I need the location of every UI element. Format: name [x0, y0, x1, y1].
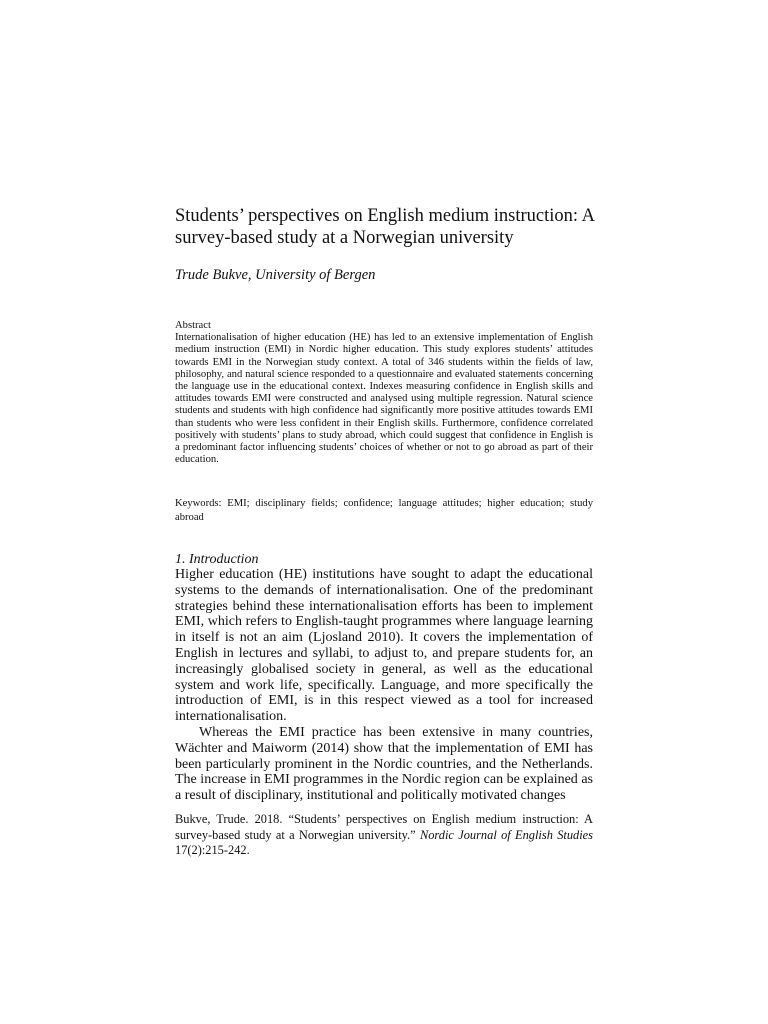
- article-title: Students’ perspectives on English medium instruction: A survey-based study at a Norwegian university: [175, 206, 594, 248]
- abstract-heading: Abstract: [175, 320, 211, 331]
- section-heading-introduction: 1. Introduction: [175, 552, 259, 567]
- author-line: Trude Bukve, University of Bergen: [175, 267, 376, 283]
- introduction-body: [175, 567, 593, 804]
- abstract-text: Internationalisation of higher education (HE) has led to an extensive implementation of English medium instruction (EMI) in Nordic higher education. This study explores students’ attitudes towards EMI in the Norwegian study context. A total of 346 students within the fields of law, philosophy, and natural science responded to a questionnaire and evaluated statements concerning the language use in the educational context. Indexes measuring confidence in English skills and attitudes towards EMI were constructed and analysed using multiple regression. Natural science students and students with high confidence had significantly more positive attitudes towards EMI than students who were less confident in their English skills. Furthermore, confidence correlated positively with students’ plans to study abroad, which could suggest that confidence in English is a predominant factor influencing students’ choices of whether or not to go abroad as part of their education.: [175, 332, 593, 466]
- citation-footer: [175, 812, 593, 859]
- citation-text-before: Bukve, Trude. 2018. “Students’ perspectives on English medium instruction: A survey-based study at a Norwegian university.”: [175, 812, 593, 842]
- introduction-paragraph-2: Whereas the EMI practice has been extensive in many countries, Wächter and Maiworm (2014) show that the implementation of EMI has been particularly prominent in the Nordic countries, and the Netherlands. The increase in EMI programmes in the Nordic region can be explained as a result of disciplinary, institutional and politically motivated changes: [175, 724, 593, 804]
- introduction-paragraph-1: Higher education (HE) institutions have sought to adapt the educational systems to the demands of internationalisation. One of the predominant strategies behind these internationalisation efforts has been to implement EMI, which refers to English-taught programmes where language learning in itself is not an aim (Ljosland 2010). It covers the implementation of English in lectures and syllabi, to adjust to, and prepare students for, an increasingly globalised society in general, as well as the educational system and work life, specifically. Language, and more specifically the introduction of EMI, is in this respect viewed as a tool for increased internationalisation.: [175, 567, 593, 725]
- keywords: Keywords: EMI; disciplinary fields; confidence; language attitudes; higher education; study abroad: [175, 498, 593, 523]
- citation-text-after: 17(2):215-242.: [175, 843, 250, 858]
- citation-journal-name: Nordic Journal of English Studies: [419, 827, 594, 842]
- abstract-section: [175, 320, 593, 466]
